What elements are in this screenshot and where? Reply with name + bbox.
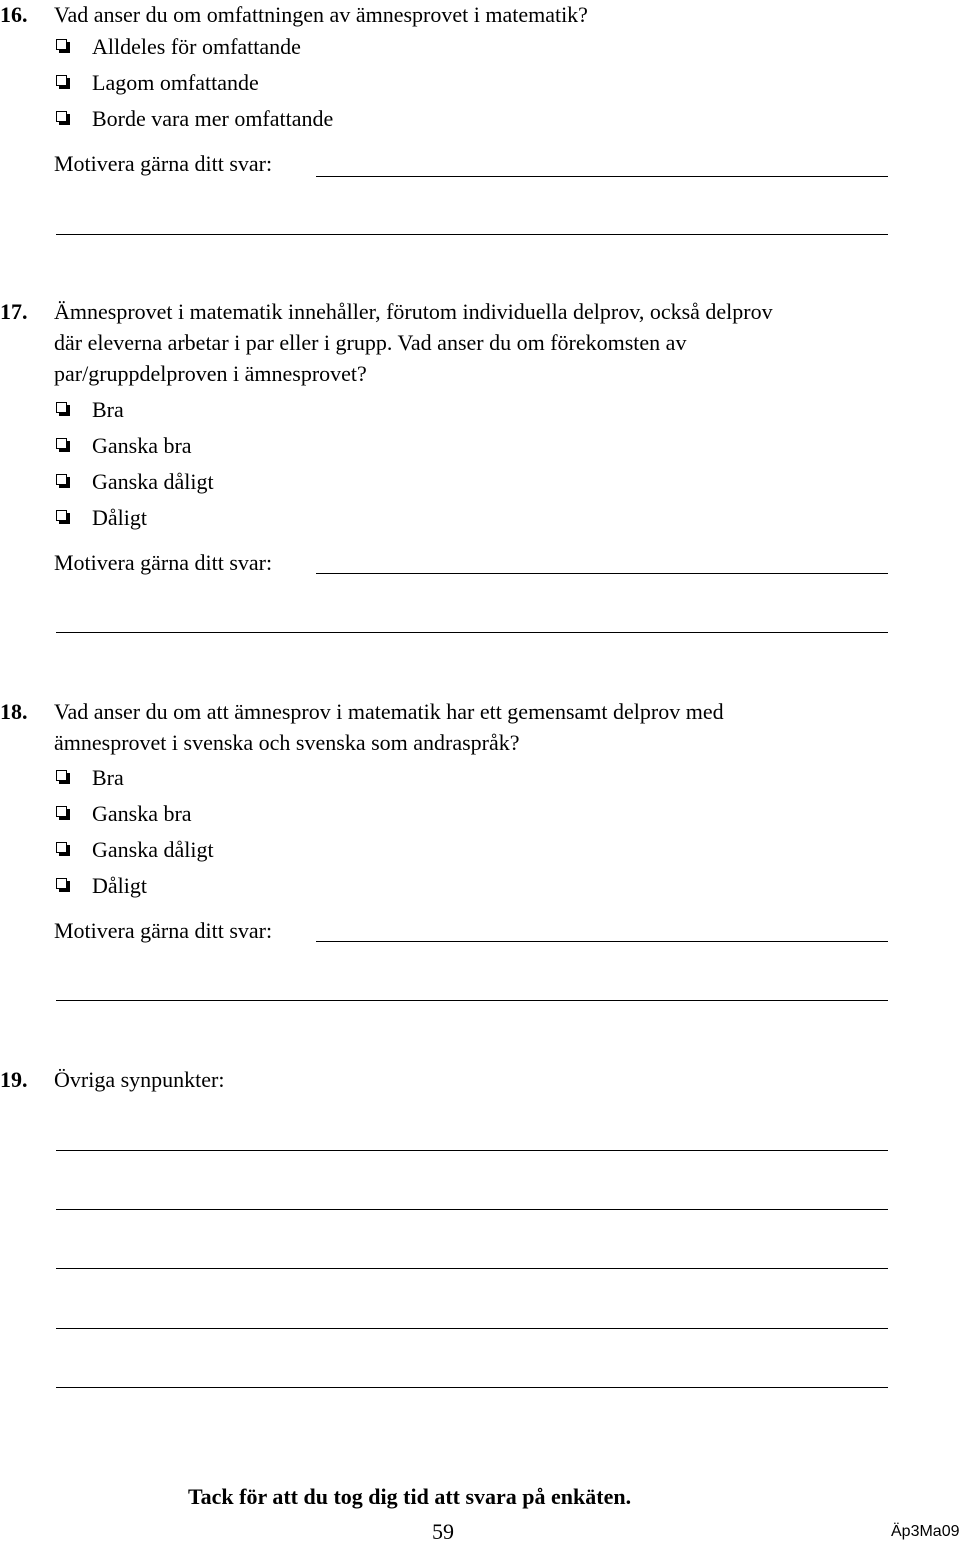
answer-line[interactable] — [316, 941, 888, 942]
question-text-line: där eleverna arbetar i par eller i grupp. Vad anser du om förekomsten av — [54, 330, 687, 355]
answer-line[interactable] — [56, 632, 888, 633]
question-text-line: ämnesprovet i svenska och svenska som andraspråk? — [54, 730, 520, 755]
checkbox-shadow-icon[interactable] — [56, 438, 70, 452]
motivate-label: Motivera gärna ditt svar: — [54, 550, 273, 575]
answer-line[interactable] — [316, 573, 888, 574]
question-number: 19. — [0, 1067, 28, 1092]
checkbox-shadow-icon[interactable] — [56, 842, 70, 856]
motivate-label: Motivera gärna ditt svar: — [54, 918, 273, 943]
answer-line[interactable] — [56, 1387, 888, 1388]
answer-line[interactable] — [56, 234, 888, 235]
option-label: Alldeles för omfattande — [92, 34, 301, 59]
checkbox-shadow-icon[interactable] — [56, 474, 70, 488]
option-label: Ganska dåligt — [92, 837, 214, 862]
checkbox-shadow-icon[interactable] — [56, 39, 70, 53]
checkbox-shadow-icon[interactable] — [56, 770, 70, 784]
option-label: Lagom omfattande — [92, 70, 259, 95]
checkbox-shadow-icon[interactable] — [56, 806, 70, 820]
option-label: Dåligt — [92, 873, 147, 898]
question-text-line: Ämnesprovet i matematik innehåller, förutom individuella delprov, också delprov — [54, 299, 773, 324]
question-text: Övriga synpunkter: — [54, 1067, 225, 1092]
option-label: Dåligt — [92, 505, 147, 530]
question-text-line: Vad anser du om att ämnesprov i matematik har ett gemensamt delprov med — [54, 699, 724, 724]
answer-line[interactable] — [316, 176, 888, 177]
thank-you-note: Tack för att du tog dig tid att svara på enkäten. — [188, 1484, 632, 1509]
option-label: Borde vara mer omfattande — [92, 106, 334, 131]
checkbox-shadow-icon[interactable] — [56, 75, 70, 89]
question-number: 17. — [0, 299, 28, 324]
option-label: Ganska bra — [92, 433, 192, 458]
question-number: 18. — [0, 699, 28, 724]
checkbox-shadow-icon[interactable] — [56, 402, 70, 416]
question-text-line: par/gruppdelproven i ämnesprovet? — [54, 361, 367, 386]
checkbox-shadow-icon[interactable] — [56, 111, 70, 125]
checkbox-shadow-icon[interactable] — [56, 878, 70, 892]
question-number: 16. — [0, 2, 28, 27]
option-label: Bra — [92, 397, 124, 422]
answer-line[interactable] — [56, 1209, 888, 1210]
document-code: Äp3Ma09 — [891, 1523, 960, 1540]
option-label: Bra — [92, 765, 124, 790]
checkbox-shadow-icon[interactable] — [56, 510, 70, 524]
option-label: Ganska bra — [92, 801, 192, 826]
answer-line[interactable] — [56, 1268, 888, 1269]
option-label: Ganska dåligt — [92, 469, 214, 494]
motivate-label: Motivera gärna ditt svar: — [54, 151, 273, 176]
answer-line[interactable] — [56, 1328, 888, 1329]
answer-line[interactable] — [56, 1150, 888, 1151]
answer-line[interactable] — [56, 1000, 888, 1001]
page-number: 59 — [432, 1519, 454, 1544]
question-text: Vad anser du om omfattningen av ämnesprovet i matematik? — [54, 2, 588, 27]
